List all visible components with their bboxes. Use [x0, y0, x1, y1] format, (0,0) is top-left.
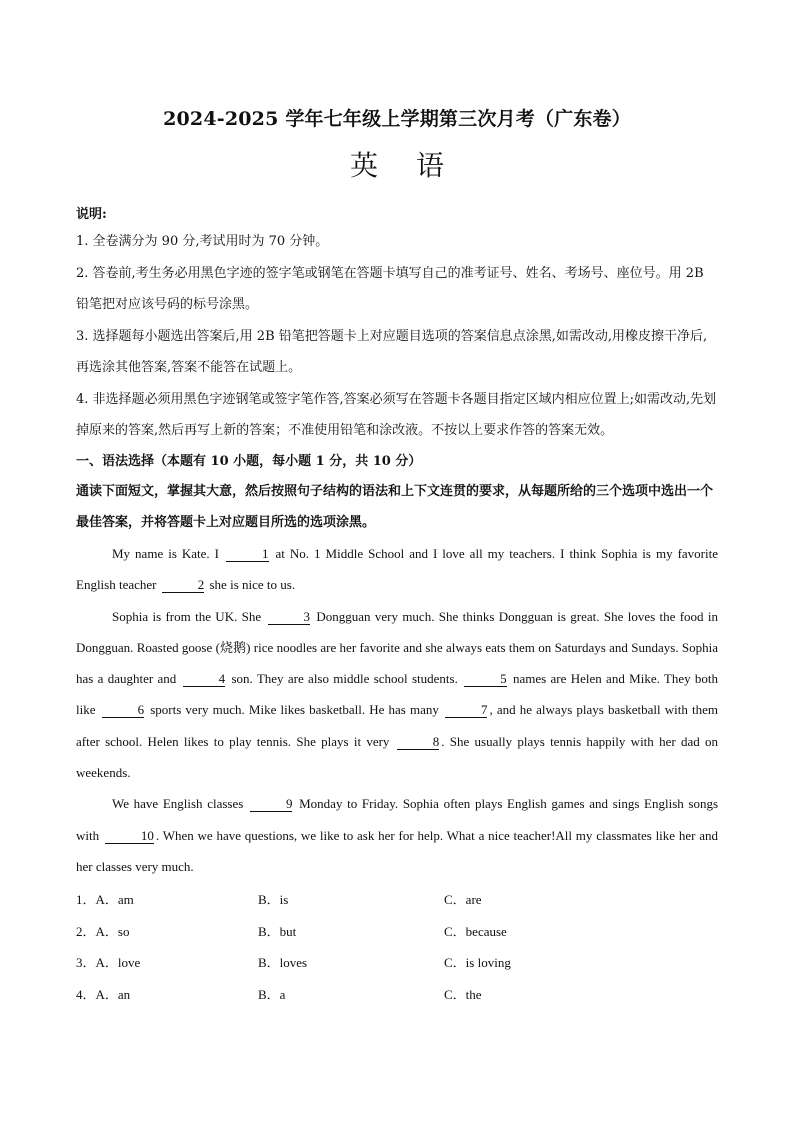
answer-blank: 2 [162, 578, 205, 593]
answer-blank: 6 [102, 703, 145, 718]
answer-blank: 3 [268, 610, 311, 625]
passage-text: We have English classes [112, 796, 244, 812]
option-row [76, 881, 718, 913]
note-item: 3. 选择题每小题选出答案后,用 2B 铅笔把答题卡上对应题目选项的答案信息点涂黑,如需改动,用橡皮擦干净后,再选涂其他答案,答案不能答在试题上。 [76, 328, 708, 375]
exam-title: 2024-2025 学年七年级上学期第三次月考（广东卷） [163, 108, 631, 130]
option-row [76, 913, 718, 945]
options-list [76, 881, 718, 1007]
option-c: C．because [444, 923, 507, 939]
passage-paragraph-1 [76, 538, 718, 601]
passage-text: she is nice to us. [209, 577, 296, 593]
answer-blank: 7 [445, 703, 488, 718]
option-row [76, 976, 718, 1008]
option-c: C．the [444, 986, 482, 1002]
passage-text: . She usually plays tennis happily with her dad on weekends. [76, 733, 718, 781]
reading-passage [76, 538, 718, 882]
answer-blank: 10 [105, 829, 154, 844]
subject-char-2: 语 [416, 149, 445, 182]
passage-text: sports very much. Mike likes basketball. He has many [150, 702, 439, 718]
passage-text: My name is Kate. I [112, 546, 220, 561]
section-instruction: 通读下面短文，掌握其大意，然后按照句子结构的语法和上下文连贯的要求，从每题所给的三个选项中选出一个最佳答案，并将答题卡上对应题目所选的选项涂黑。 [76, 484, 714, 530]
option-a: 2．A．so [76, 923, 130, 939]
answer-blank: 5 [464, 672, 507, 687]
passage-text: at No. 1 Middle School and I love all my teachers. I think Sophia is my favorite English teacher [76, 546, 718, 593]
note-item: 4. 非选择题必须用黑色字迹钢笔或签字笔作答,答案必须写在答题卡各题目指定区域内相应位置上;如需改动,先划掉原来的答案,然后再写上新的答案；不准使用铅笔和涂改液。不按以上要求作答的答案无效。 [76, 391, 717, 438]
answer-blank: 4 [183, 672, 226, 687]
passage-paragraph-2 [76, 601, 718, 789]
passage-text: names are Helen and Mike. They both like [76, 671, 719, 718]
note-item: 1. 全卷满分为 90 分,考试用时为 70 分钟。 [76, 234, 329, 249]
passage-text: Monday to Friday. Sophia often plays English games and sings English songs with [76, 796, 719, 843]
option-a: 3．A．love [76, 955, 141, 970]
subject-title [0, 144, 794, 184]
option-b: B．loves [258, 955, 308, 970]
notes-heading: 说明: [76, 207, 107, 222]
answer-blank: 8 [397, 735, 440, 750]
option-c: C．are [444, 892, 482, 907]
option-row [76, 944, 718, 976]
option-c: C．is loving [444, 955, 511, 970]
passage-text: . When we have questions, we like to ask her for help. What a nice teacher!All my classmates like her and her classes very much. [76, 827, 718, 874]
option-b: B．is [258, 892, 289, 907]
passage-text: Sophia is from the UK. She [112, 608, 262, 624]
notes-list [76, 226, 718, 447]
answer-blank: 9 [250, 797, 293, 812]
passage-text: , and he always plays basketball with them after school. Helen likes to play tennis. She plays it very [76, 702, 718, 749]
option-b: B．a [258, 986, 286, 1002]
option-b: B．but [258, 923, 297, 939]
answer-blank: 1 [226, 547, 269, 562]
passage-text: son. They are also middle school students. [231, 671, 458, 687]
option-a: 4．A．an [76, 986, 131, 1002]
subject-char-1: 英 [349, 149, 378, 182]
option-a: 1．A．am [76, 892, 134, 907]
note-item: 2. 答卷前,考生务必用黑色字迹的签字笔或钢笔在答题卡填写自己的准考证号、姓名、考场号、座位号。用 2B 铅笔把对应该号码的标号涂黑。 [76, 265, 704, 312]
passage-paragraph-3 [76, 788, 718, 882]
section-heading: 一、语法选择（本题有 10 小题，每小题 1 分，共 10 分） [76, 454, 422, 469]
passage-text: Dongguan very much. She thinks Dongguan is great. She loves the food in Dongguan. Roasted goose (烧鹅) rice noodles are her favorite and she always eats them on Saturdays and Sundays. Sophia has a daughter and [76, 608, 718, 687]
